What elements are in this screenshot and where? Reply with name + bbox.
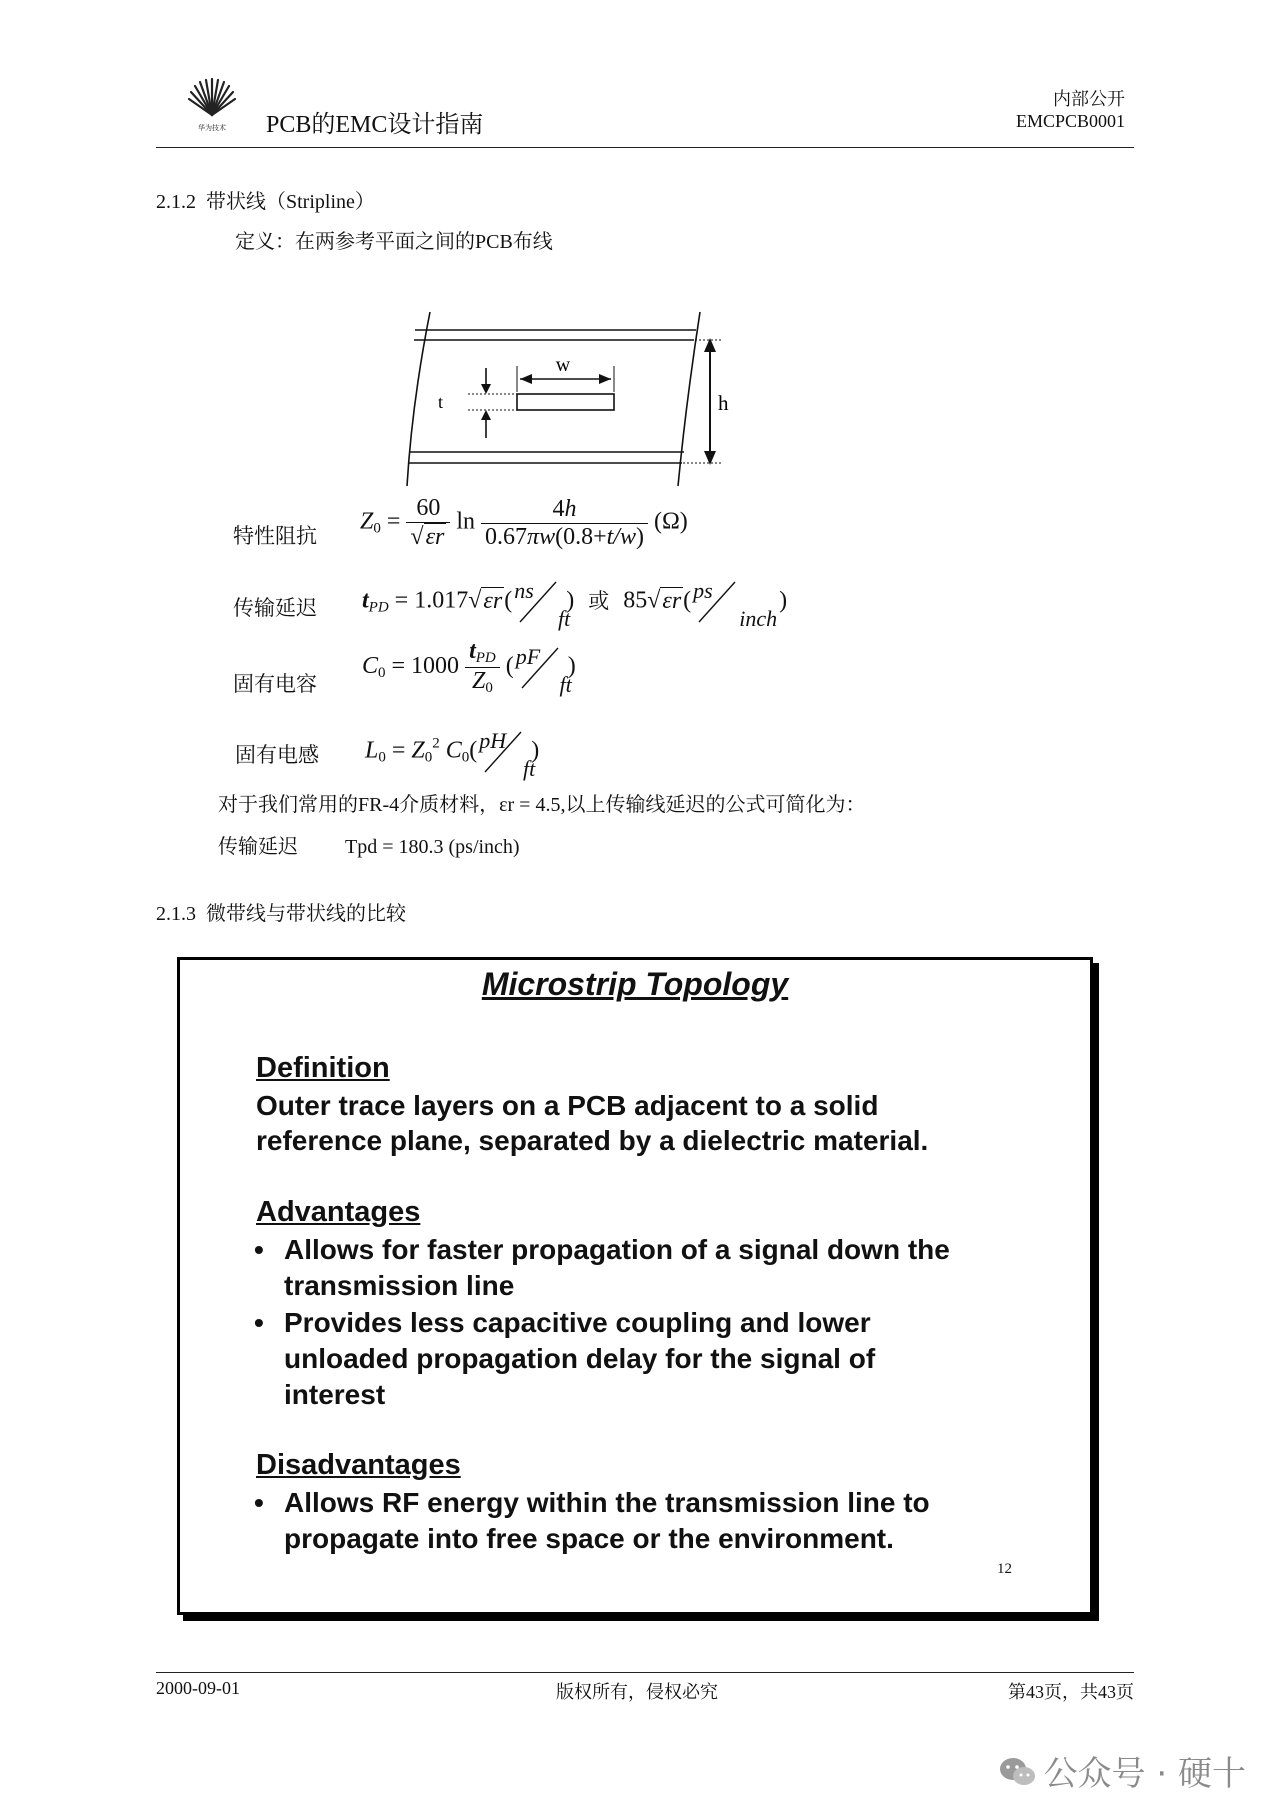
header-meta [1016,88,1125,132]
section-number: 2.1.3 [156,903,196,925]
definition-line: reference plane, separated by a dielectric material. [256,1125,929,1156]
inductance-label: 固有电感 [235,743,319,767]
disadvantage-line: Allows RF energy within the transmission line to [284,1487,930,1518]
label-t: t [438,392,444,412]
inductance-formula: $L_0 = Z_0^2$ $C_0$( pH ft ) [365,728,540,781]
section-title: 微带线与带状线的比较 [206,903,406,925]
advantage-item [254,1305,876,1413]
header-divider [156,147,1134,148]
advantage-line: Allows for faster propagation of a signal down the [284,1234,950,1265]
tpd-simplified [218,830,520,859]
definition-text [256,1088,928,1158]
advantage-line: interest [284,1379,386,1410]
slide-title: Microstrip Topology [481,966,789,1002]
impedance-label: 特性阻抗 [233,524,317,548]
section-title: 带状线（Stripline） [206,191,375,213]
trace-rect [517,394,614,410]
label-w: w [555,354,571,376]
svg-text:华为技术: 华为技术 [198,124,226,132]
bullet-icon: • [254,1487,264,1518]
document-title: PCB的EMC设计指南 [266,112,484,138]
footer-copyright: 版权所有，侵权必究 [556,1682,718,1702]
wechat-icon [998,1755,1038,1789]
definition-line: Outer trace layers on a PCB adjacent to a solid [256,1090,879,1121]
section-number: 2.1.2 [156,191,196,213]
impedance-formula: $Z_0$ = $\frac{60}{√\varepsilon r}$ ln $\frac{4h}{0.67\pi w(0.8+t/w)}$ (Ω) [360,495,688,550]
advantage-line: transmission line [284,1270,515,1301]
delay-label: 传输延迟 [233,596,317,620]
watermark [998,1746,1246,1795]
footer-date: 2000-09-01 [156,1678,240,1698]
advantage-line: Provides less capacitive coupling and lower [284,1307,871,1338]
footer-divider [156,1672,1134,1673]
advantages-heading: Advantages [256,1196,421,1228]
definition-heading: Definition [256,1052,390,1084]
delay-formula: $t_{PD} = 1.017√\varepsilon r$( ns ft ) 或 85√εr( ps inch ) [362,578,788,631]
classification-label: 内部公开 [1053,89,1125,109]
footer-page-count: 第43页，共43页 [1008,1682,1134,1702]
stripline-cross-section-diagram [400,308,740,493]
advantage-item [254,1232,950,1304]
section-heading-stripline [156,185,375,214]
disadvantages-heading: Disadvantages [256,1449,461,1481]
label-h: h [718,391,729,415]
company-logo [186,75,238,133]
fr4-note: 对于我们常用的FR-4介质材料，εr = 4.5,以上传输线延迟的公式可简化为： [218,794,866,816]
capacitance-label: 固有电容 [233,672,317,696]
document-code: EMCPCB0001 [1015,111,1125,131]
bullet-icon: • [254,1234,264,1265]
left-break-line [407,312,430,486]
stripline-definition: 定义：在两参考平面之间的PCB布线 [235,231,553,253]
watermark-text: 公众号 · 硬十 [1043,1754,1246,1794]
disadvantage-item [254,1485,930,1557]
tpd-label: 传输延迟 [218,836,298,858]
section-heading-comparison [156,897,406,926]
bullet-icon: • [254,1307,264,1338]
disadvantage-line: propagate into free space or the environment. [284,1523,894,1554]
slide-page-number: 12 [997,1561,1012,1577]
advantage-line: unloaded propagation delay for the signal of [284,1343,876,1374]
capacitance-formula: $C_0 = 1000$ $\frac{t_{PD}}{Z_0}$ ( pF ft ) [362,638,576,697]
right-break-line [678,312,700,486]
microstrip-slide [177,957,1093,1615]
tpd-value: Tpd = 180.3 (ps/inch) [345,836,520,858]
